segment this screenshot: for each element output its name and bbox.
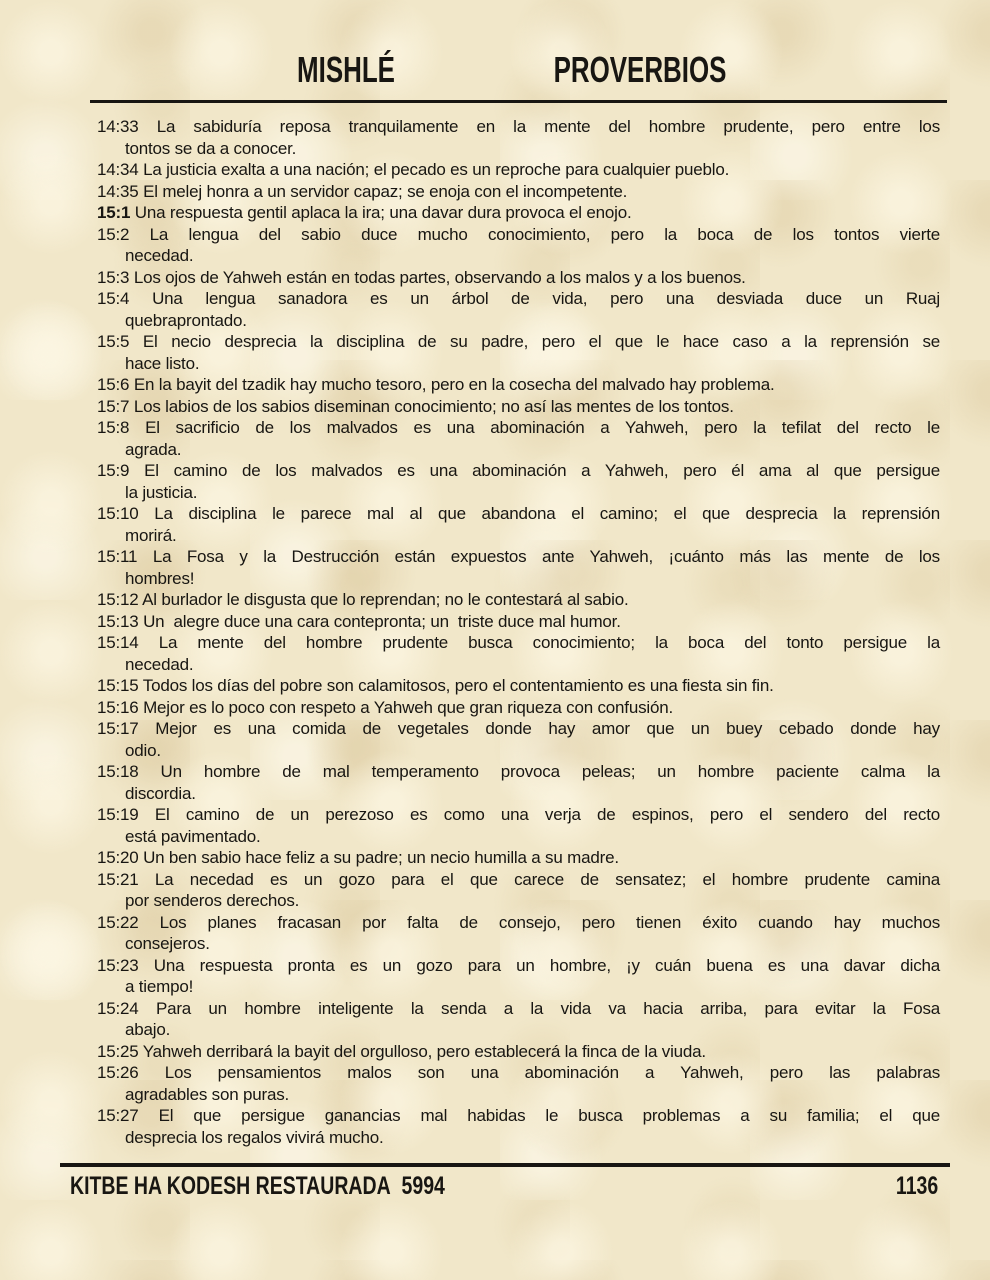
verse-line (97, 632, 940, 654)
verse (97, 546, 940, 589)
verse (97, 998, 940, 1041)
verse-ref: 15:21 (97, 869, 139, 889)
verse-text: hace listo. (125, 353, 200, 373)
verse-ref: 15:14 (97, 633, 139, 652)
book-title-spanish: PROVERBIOS (553, 49, 727, 90)
verse-text: abajo. (125, 1020, 171, 1039)
verse-text: El que persigue ganancias mal habidas le busca problemas a su familia; el que (158, 1106, 940, 1125)
verse-ref: 15:9 (97, 461, 130, 480)
verse-line (97, 847, 940, 869)
verse-text: El camino de un perezoso es como una verja de espinos, pero el sendero del recto (154, 805, 940, 824)
verse-text: Los ojos de Yahweh están en todas partes, observando a los malos y a los buenos. (133, 267, 746, 287)
verse (97, 955, 940, 998)
verse-ref: 15:4 (97, 289, 130, 308)
verse-line (97, 1019, 940, 1041)
verse-text: está pavimentado. (125, 826, 261, 846)
verse-text: agradables son puras. (125, 1084, 290, 1104)
verse (97, 374, 940, 396)
verse-text: tontos se da a conocer. (125, 138, 297, 158)
verse (97, 1105, 940, 1148)
verse (97, 804, 940, 847)
verse-text: Un hombre de mal temperamento provoca peleas; un hombre paciente calma la (160, 762, 940, 781)
verse (97, 611, 940, 633)
verse-text: Yahweh derribará la bayit del orgulloso, pero establecerá la finca de la viuda. (142, 1041, 706, 1061)
verse (97, 460, 940, 503)
verse-line (97, 611, 940, 633)
verse (97, 589, 940, 611)
verse-ref: 15:3 (97, 267, 130, 287)
verse-line (97, 503, 940, 525)
verse-line (97, 181, 940, 203)
verse-line (97, 353, 940, 375)
verse-line (97, 890, 940, 912)
verse-ref: 15:27 (97, 1106, 139, 1125)
verse-line (97, 589, 940, 611)
verse (97, 288, 940, 331)
verse-line (97, 374, 940, 396)
verse (97, 417, 940, 460)
verse-line (97, 675, 940, 697)
verse-text: Los pensamientos malos son una abominación a Yahweh, pero las palabras (164, 1063, 940, 1082)
verse-text: La lengua del sabio duce mucho conocimiento, pero la boca de los tontos vierte (149, 224, 940, 244)
verse-line (97, 1062, 940, 1084)
header-rule (90, 100, 947, 103)
verse-text: Para un hombre inteligente la senda a la vida va hacia arriba, para evitar la Fosa (155, 998, 941, 1018)
verse-text: El necio desprecia la disciplina de su padre, pero el que le hace caso a la reprensión se (142, 332, 940, 351)
verse-text: Un ben sabio hace feliz a su padre; un necio humilla a su madre. (143, 848, 619, 867)
verse-text: agrada. (125, 439, 182, 459)
verse-text: a tiempo! (125, 977, 194, 996)
verse-line (97, 396, 940, 418)
verse-ref: 15:19 (97, 805, 139, 824)
footer-rule (60, 1163, 950, 1167)
verse-text: Los labios de los sabios diseminan conocimiento; no así las mentes de los tontos. (133, 396, 734, 416)
verse-line (97, 1105, 940, 1127)
verse-text: En la bayit del tzadik hay mucho tesoro, pero en la cosecha del malvado hay problema. (133, 375, 775, 394)
verse-line (97, 740, 940, 762)
verse-text: la justicia. (125, 482, 198, 502)
page-number: 1136 (895, 1172, 938, 1200)
verse-text: El melej honra a un servidor capaz; se enoja con el incompetente. (143, 181, 628, 201)
verse-ref: 15:17 (97, 719, 139, 738)
verse-text: necedad. (125, 654, 194, 674)
verse-text: La Fosa y la Destrucción están expuestos ante Yahweh, ¡cuánto más las mente de los (152, 547, 940, 566)
verse (97, 632, 940, 675)
verse (97, 396, 940, 418)
verse-ref: 14:33 (97, 117, 139, 136)
verse-text: Una respuesta gentil aplaca la ira; una davar dura provoca el enojo. (134, 203, 632, 222)
verse (97, 675, 940, 697)
verse-ref: 15:10 (97, 504, 139, 523)
verse-text: La necedad es un gozo para el que carece de sensatez; el hombre prudente camina (154, 869, 940, 889)
verse-list (97, 116, 940, 1148)
verse-line (97, 267, 940, 289)
verse (97, 181, 940, 203)
verse (97, 1041, 940, 1063)
verse-text: Mejor es una comida de vegetales donde hay amor que un buey cebado donde hay (155, 719, 940, 738)
verse-ref: 14:35 (97, 181, 139, 201)
verse-line (97, 245, 940, 267)
verse-line (97, 955, 940, 977)
verse (97, 847, 940, 869)
verse-text: Un alegre duce una cara contepronta; un triste duce mal humor. (143, 611, 621, 631)
verse-line (97, 933, 940, 955)
verse-text: hombres! (125, 568, 195, 588)
verse (97, 202, 940, 224)
verse-line (97, 116, 940, 138)
verse-line (97, 1041, 940, 1063)
verse-text: Todos los días del pobre son calamitosos, pero el contentamiento es una fiesta sin fin. (142, 676, 774, 695)
verse-line (97, 869, 940, 891)
verse-ref: 15:7 (97, 396, 130, 416)
verse (97, 869, 940, 912)
verse-ref: 15:8 (97, 418, 130, 437)
verse-text: quebraprontado. (125, 310, 247, 330)
verse-ref: 15:12 (97, 590, 139, 609)
verse-line (97, 1084, 940, 1106)
verse-ref: 15:5 (97, 332, 130, 351)
verse-line (97, 417, 940, 439)
edition-label: KITBE HA KODESH RESTAURADA 5994 (70, 1172, 445, 1200)
verse-ref: 15:23 (97, 955, 139, 975)
verse-line (97, 568, 940, 590)
verse-line (97, 546, 940, 568)
verse-ref: 15:22 (97, 912, 139, 932)
verse (97, 116, 940, 159)
verse-line (97, 159, 940, 181)
verse-line (97, 718, 940, 740)
verse-ref: 14:34 (97, 160, 139, 179)
verse (97, 503, 940, 546)
verse-line (97, 804, 940, 826)
verse-line (97, 482, 940, 504)
verse-line (97, 1127, 940, 1149)
verse-line (97, 310, 940, 332)
verse-text: El sacrificio de los malvados es una abominación a Yahweh, pero la tefilat del recto le (145, 418, 940, 437)
verse-text: discordia. (125, 783, 196, 803)
verse (97, 267, 940, 289)
verse-text: desprecia los regalos vivirá mucho. (125, 1127, 384, 1147)
verse-text: Mejor es lo poco con respeto a Yahweh que gran riqueza con confusión. (143, 697, 673, 717)
verse-ref: 15:26 (97, 1063, 139, 1082)
verse-line (97, 525, 940, 547)
page-footer (70, 1171, 938, 1201)
verse (97, 331, 940, 374)
verse-ref: 15:6 (97, 375, 130, 394)
verse-line (97, 288, 940, 310)
verse-text: La mente del hombre prudente busca conocimiento; la boca del tonto persigue la (158, 633, 940, 652)
verse (97, 761, 940, 804)
verse-text: Una lengua sanadora es un árbol de vida, pero una desviada duce un Ruaj (152, 289, 941, 308)
verse (97, 224, 940, 267)
verse-line (97, 783, 940, 805)
verse-ref: 15:15 (97, 676, 139, 695)
verse-ref: 15:25 (97, 1041, 139, 1061)
verse-text: El camino de los malvados es una abominación a Yahweh, pero él ama al que persigue (144, 461, 940, 480)
verse-text: odio. (125, 740, 161, 760)
book-title-hebrew: MISHLÉ (297, 49, 395, 90)
verse-line (97, 976, 940, 998)
verse-line (97, 460, 940, 482)
verse-text: La sabiduría reposa tranquilamente en la mente del hombre prudente, pero entre los (156, 117, 940, 136)
verse-line (97, 654, 940, 676)
verse-line (97, 761, 940, 783)
verse-line (97, 439, 940, 461)
verse-line (97, 912, 940, 934)
verse-line (97, 998, 940, 1020)
verse-ref: 15:2 (97, 224, 130, 244)
verse-ref: 15:1 (97, 203, 131, 222)
verse (97, 718, 940, 761)
verse-text: Al burlador le disgusta que lo reprendan; no le contestará al sabio. (142, 590, 629, 609)
verse-text: necedad. (125, 246, 194, 265)
verse (97, 912, 940, 955)
verse-text: morirá. (125, 525, 177, 545)
verse (97, 159, 940, 181)
verse-ref: 15:18 (97, 762, 139, 781)
verse-ref: 15:11 (97, 547, 138, 566)
verse-line (97, 138, 940, 160)
verse-line (97, 224, 940, 246)
verse-text: Una respuesta pronta es un gozo para un hombre, ¡y cuán buena es una davar dicha (153, 955, 940, 975)
verse-line (97, 331, 940, 353)
verse-ref: 15:24 (97, 998, 139, 1018)
verse-text: Los planes fracasan por falta de consejo, pero tienen éxito cuando hay muchos (159, 912, 941, 932)
verse-line (97, 202, 940, 224)
verse-line (97, 697, 940, 719)
verse-text: La justicia exalta a una nación; el pecado es un reproche para cualquier pueblo. (143, 160, 730, 179)
verse-line (97, 826, 940, 848)
verse (97, 697, 940, 719)
verse-text: por senderos derechos. (125, 891, 300, 910)
verse-text: La disciplina le parece mal al que abandona el camino; el que desprecia la reprensión (154, 504, 940, 523)
verse (97, 1062, 940, 1105)
verse-text: consejeros. (125, 934, 210, 953)
verse-ref: 15:16 (97, 697, 139, 717)
verse-ref: 15:13 (97, 611, 139, 631)
verse-ref: 15:20 (97, 848, 139, 867)
